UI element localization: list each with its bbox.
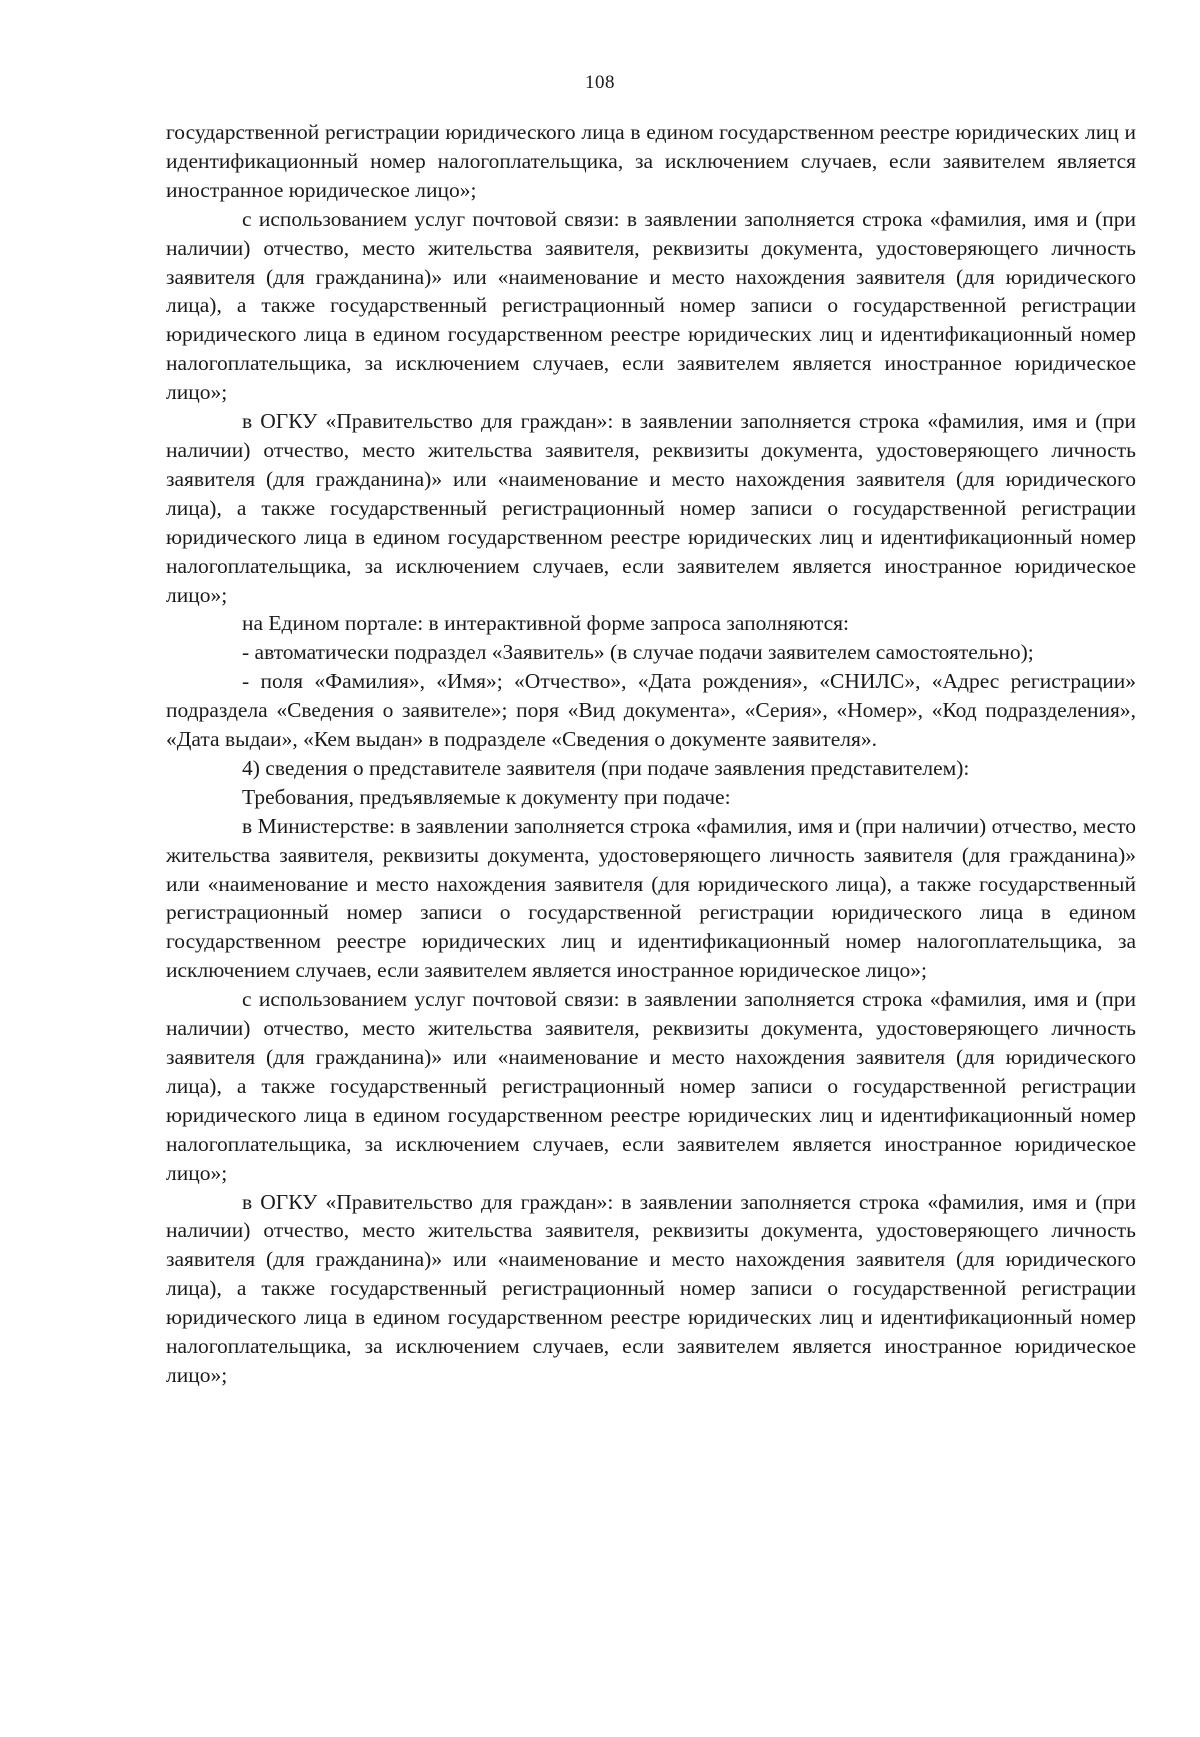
paragraph-7: 4) сведения о представителе заявителя (при подаче заявления представителем): [242, 755, 970, 780]
paragraph-10: с использованием услуг почтовой связи: в заявлении заполняется строка «фамилия, имя и (при наличии) отчество, место жительства заявителя, реквизиты документа, удостоверяющего личность заявителя (для гражданина)» или «наименование и место нахождения заявителя (для юридического лица), а также государственный регистрационный номер записи о государственной регистрации юридического лица в едином государственном реестре юридических лиц и идентификационный номер налогоплательщика, за исключением случаев, если заявителем является иностранное юридическое лицо»; [166, 987, 1136, 1185]
paragraph-3: в ОГКУ «Правительство для граждан»: в заявлении заполняется строка «фамилия, имя и (при наличии) отчество, место жительства заявителя, реквизиты документа, удостоверяющего личность заявителя (для гражданина)» или «наименование и место нахождения заявителя (для юридического лица), а также государственный регистрационный номер записи о государственной регистрации юридического лица в едином государственном реестре юридических лиц и идентификационный номер налогоплательщика, за исключением случаев, если заявителем является иностранное юридическое лицо»; [166, 409, 1136, 607]
paragraph-2: с использованием услуг почтовой связи: в заявлении заполняется строка «фамилия, имя и (при наличии) отчество, место жительства заявителя, реквизиты документа, удостоверяющего личность заявителя (для гражданина)» или «наименование и место нахождения заявителя (для юридического лица), а также государственный регистрационный номер записи о государственной регистрации юридического лица в едином государственном реестре юридических лиц и идентификационный номер налогоплательщика, за исключением случаев, если заявителем является иностранное юридическое лицо»; [166, 206, 1136, 405]
paragraph-4: на Едином портале: в интерактивной форме запроса заполняются: [242, 611, 850, 636]
paragraph-11: в ОГКУ «Правительство для граждан»: в заявлении заполняется строка «фамилия, имя и (при наличии) отчество, место жительства заявителя, реквизиты документа, удостоверяющего личность заявителя (для гражданина)» или «наименование и место нахождения заявителя (для юридического лица), а также государственный регистрационный номер записи о государственной регистрации юридического лица в едином государственном реестре юридических лиц и идентификационный номер налогоплательщика, за исключением случаев, если заявителем является иностранное юридическое лицо»; [166, 1189, 1136, 1387]
page-number: 108 [585, 72, 615, 93]
paragraph-9: в Министерстве: в заявлении заполняется строка «фамилия, имя и (при наличии) отчество, место жительства заявителя, реквизиты документа, удостоверяющего личность заявителя (для гражданина)» или «наименование и место нахождения заявителя (для юридического лица), а также государственный регистрационный номер записи о государственной регистрации юридического лица в едином государственном реестре юридических лиц и идентификационный номер налогоплательщика, за исключением случаев, если заявителем является иностранное юридическое лицо»; [166, 813, 1136, 983]
document-body [166, 118, 1136, 1390]
paragraph-6: - поля «Фамилия», «Имя»; «Отчество», «Дата рождения», «СНИЛС», «Адрес регистрации» подраздела «Сведения о заявителе»; поря «Вид документа», «Серия», «Номер», «Код подразделения», «Дата выдаи», «Кем выдан» в подразделе «Сведения о документе заявителя». [166, 669, 1136, 752]
paragraph-5: - автоматически подраздел «Заявитель» (в случае подачи заявителем самостоятельно); [242, 640, 1034, 665]
paragraph-8: Требования, предъявляемые к документу при подаче: [242, 784, 731, 809]
paragraph-1: государственной регистрации юридического лица в едином государственном реестре юридических лиц и идентификационный номер налогоплательщика, за исключением случаев, если заявителем является иностранное юридическое лицо»; [166, 120, 1136, 202]
